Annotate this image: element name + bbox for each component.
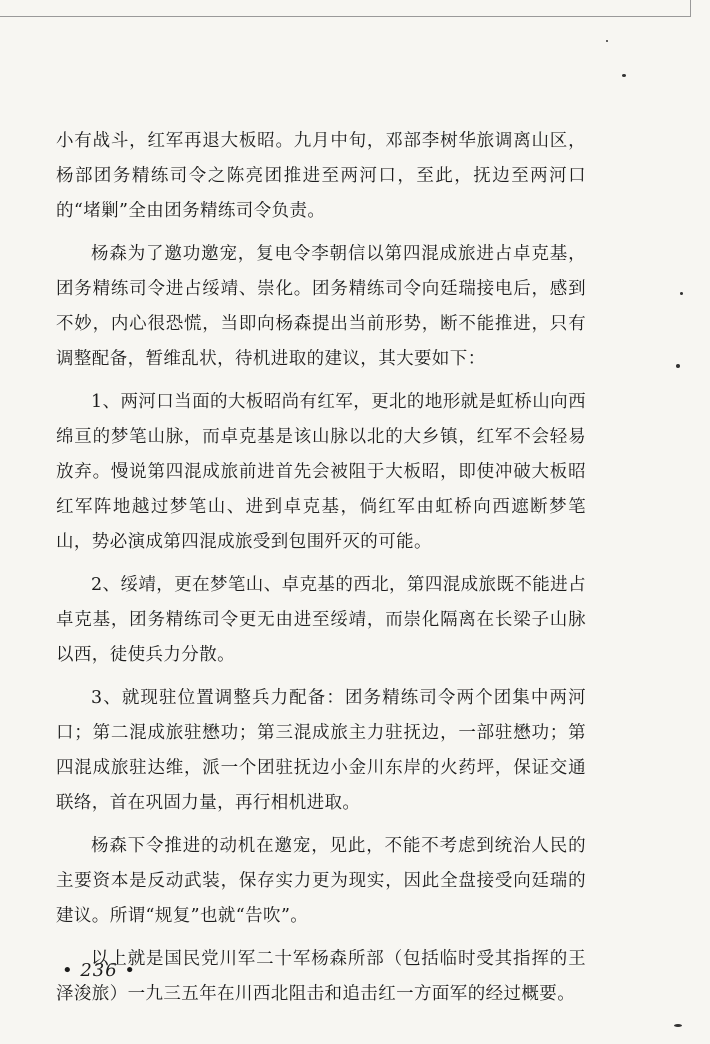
list-item-2: 2、绥靖，更在梦笔山、卓克基的西北，第四混成旅既不能进占卓克基，团务精练司令更无由进至绥靖，而崇化隔离在长梁子山脉以西，徒使兵力分散。 bbox=[56, 575, 586, 665]
list-item-3: 3、就现驻位置调整兵力配备：团务精练司令两个团集中两河口；第二混成旅驻懋功；第三混成旅主力驻抚边，一部驻懋功；第四混成旅驻达维，派一个团驻抚边小金川东岸的火药坪，保证交通联络，首在巩固力量，再行相机进取。 bbox=[56, 688, 586, 813]
scan-speck bbox=[674, 1024, 682, 1027]
body-text bbox=[56, 124, 586, 1020]
scan-speck bbox=[622, 74, 626, 77]
page-number: • 236 • bbox=[62, 960, 137, 981]
paragraph: 杨森为了邀功邀宠，复电令李朝信以第四混成旅进占卓克基，团务精练司令进占绥靖、崇化。团务精练司令向廷瑞接电后，感到不妙，内心很恐慌，当即向杨森提出当前形势，断不能推进，只有调整配备，暂维乱状，待机进取的建议，其大要如下： bbox=[56, 244, 586, 369]
scan-border bbox=[0, 0, 691, 17]
paragraph: 杨森下令推进的动机在邀宠，见此，不能不考虑到统治人民的主要资本是反动武装，保存实力更为现实，因此全盘接受向廷瑞的建议。所谓“规复”也就“告吹”。 bbox=[56, 836, 586, 926]
scan-speck bbox=[606, 40, 608, 42]
scan-speck bbox=[680, 292, 683, 295]
scan-speck bbox=[676, 364, 680, 368]
paragraph: 以上就是国民党川军二十军杨森所部（包括临时受其指挥的王泽浚旅）一九三五年在川西北阻击和追击红一方面军的经过概要。 bbox=[56, 949, 586, 1004]
paragraph-continued: 小有战斗，红军再退大板昭。九月中旬，邓部李树华旅调离山区，杨部团务精练司令之陈亮团推进至两河口，至此，抚边至两河口的“堵剿”全由团务精练司令负责。 bbox=[56, 131, 586, 221]
list-item-1: 1、两河口当面的大板昭尚有红军，更北的地形就是虹桥山向西绵亘的梦笔山脉，而卓克基是该山脉以北的大乡镇，红军不会轻易放弃。慢说第四混成旅前进首先会被阻于大板昭，即使冲破大板昭红军阵地越过梦笔山、进到卓克基，倘红军由虹桥向西遮断梦笔山，势必演成第四混成旅受到包围歼灭的可能。 bbox=[56, 392, 586, 552]
